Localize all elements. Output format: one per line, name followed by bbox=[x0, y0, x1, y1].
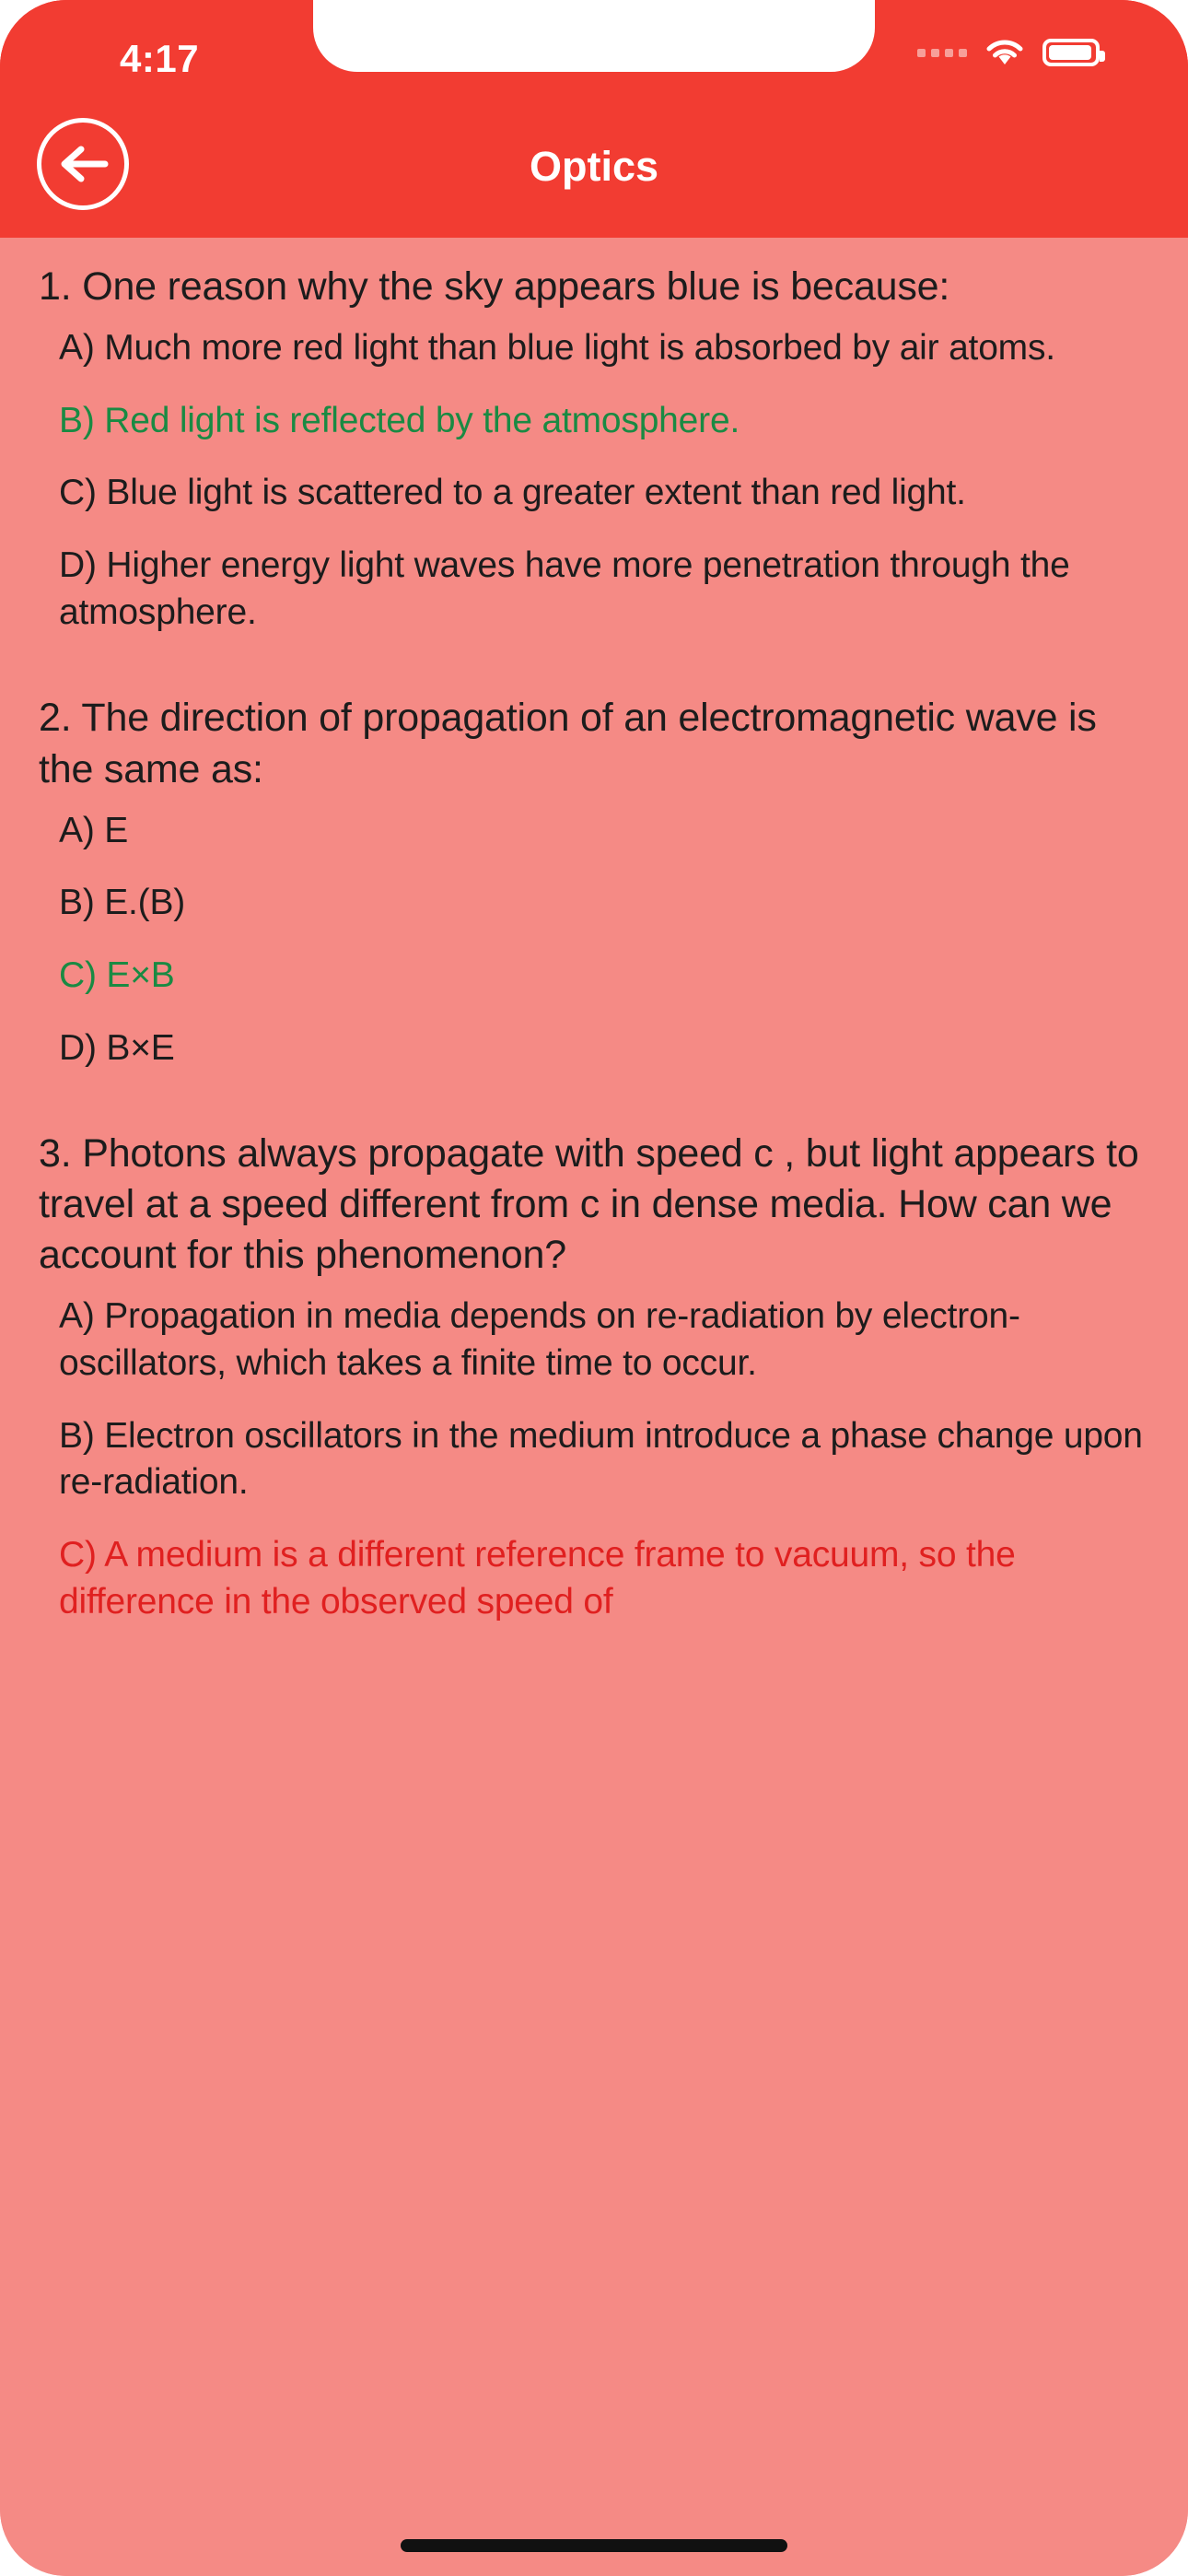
device-notch bbox=[313, 0, 875, 72]
option-item[interactable]: C) Blue light is scattered to a greater extent than red light. bbox=[59, 473, 966, 513]
status-time: 4:17 bbox=[120, 37, 200, 80]
option-list bbox=[39, 808, 1149, 1072]
option-item[interactable]: C) A medium is a different reference frame to vacuum, so the difference in the observed speed of bbox=[59, 1535, 1016, 1622]
option-item[interactable]: B) E.(B) bbox=[59, 883, 186, 923]
option-item[interactable]: A) E bbox=[59, 810, 129, 850]
quiz-content[interactable] bbox=[0, 238, 1188, 2576]
question-prompt: 3. Photons always propagate with speed c , but light appears to travel at a speed different from c in dense media. How can we account for this phenomenon? bbox=[39, 1131, 1139, 1278]
option-item[interactable]: A) Much more red light than blue light is absorbed by air atoms. bbox=[59, 328, 1055, 369]
option-list bbox=[39, 325, 1149, 636]
home-indicator[interactable] bbox=[401, 2539, 787, 2552]
wifi-icon bbox=[984, 37, 1026, 68]
option-item[interactable]: B) Electron oscillators in the medium introduce a phase change upon re-radiation. bbox=[59, 1415, 1143, 1503]
signal-dots-icon bbox=[917, 49, 967, 57]
page-title: Optics bbox=[529, 143, 659, 190]
option-item[interactable]: D) Higher energy light waves have more penetration through the atmosphere. bbox=[59, 545, 1070, 632]
option-item[interactable]: B) Red light is reflected by the atmosphere. bbox=[59, 400, 740, 440]
question-prompt: 2. The direction of propagation of an electromagnetic wave is the same as: bbox=[39, 696, 1097, 791]
option-item[interactable]: A) Propagation in media depends on re-radiation by electron-oscillators, which takes a finite time to occur. bbox=[59, 1296, 1020, 1384]
battery-full-icon bbox=[1042, 39, 1100, 66]
option-list bbox=[39, 1294, 1149, 1625]
option-item[interactable]: C) E×B bbox=[59, 954, 175, 995]
option-item[interactable]: D) B×E bbox=[59, 1027, 175, 1068]
question-prompt: 1. One reason why the sky appears blue is because: bbox=[39, 264, 950, 309]
status-indicators bbox=[917, 37, 1100, 68]
